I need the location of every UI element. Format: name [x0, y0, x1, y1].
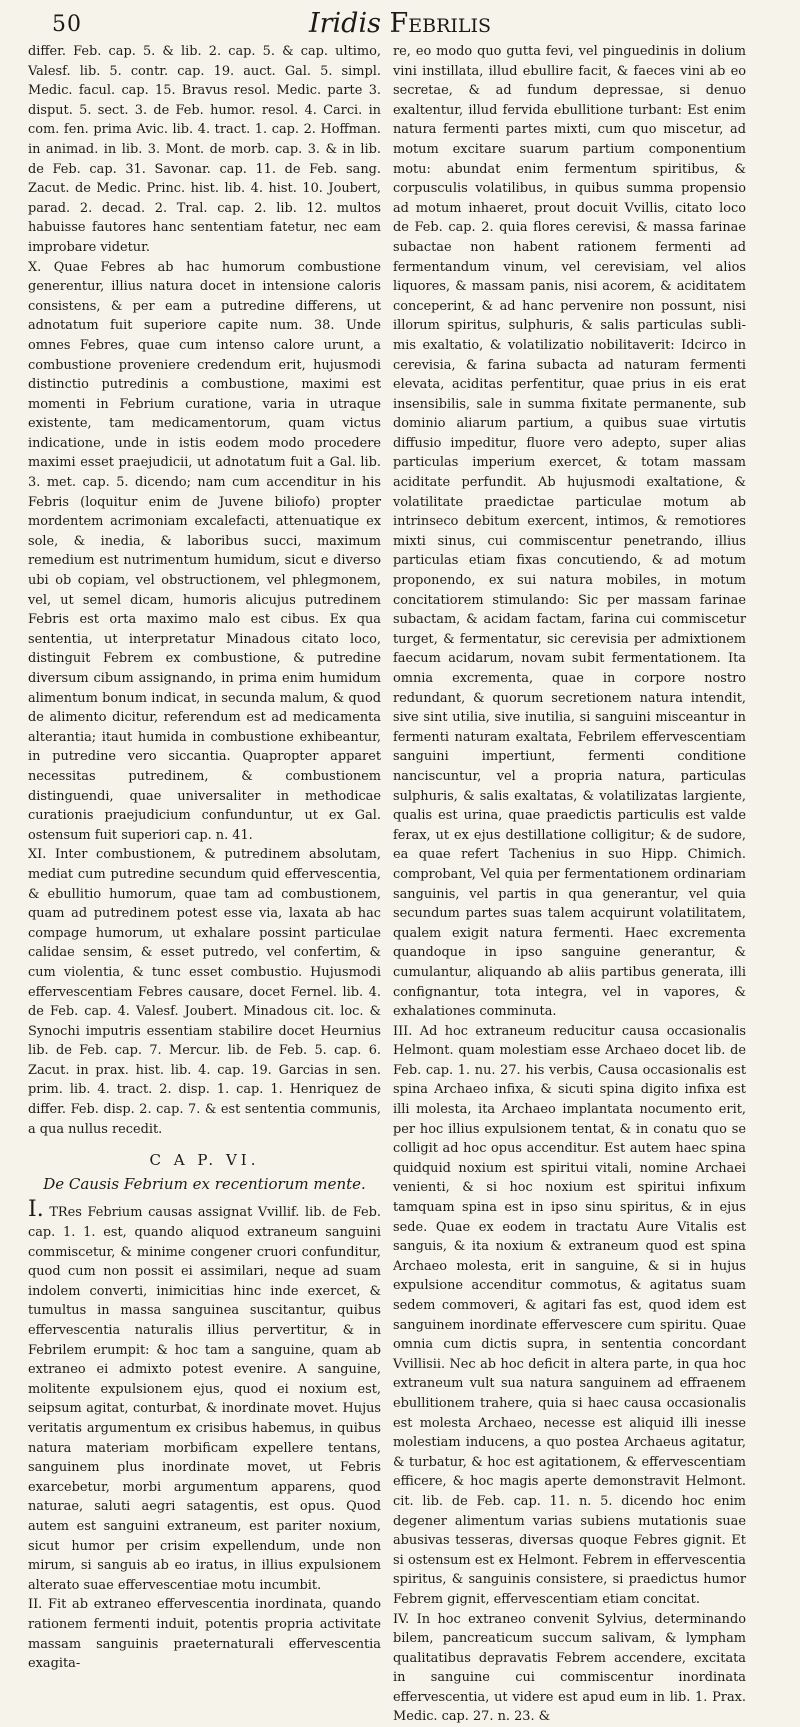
chapter-label: C A P. VI. [28, 1151, 381, 1171]
paragraph-i: I. TRes Febrium causas assignat Vvillif. lib. de Feb. cap. 1. 1. est, quando aliquod extraneum sanguini commiscetur, & minime congener cruori confunditur, quod cum non possit ei assimilari, neque ad suam indolem converti, inimicitias hinc inde exercet, & tumultus in massa sanguinea suscitantur, quibus effervescentia naturalis illius pervertitur, & in Febrilem erumpit: & hoc tam a sanguine, quam ab extraneo ei admixto potest evenire. A sanguine, molitente expulsionem ejus, quod ei noxium est, seipsum agitat, conturbat, & inordinate movet. Hujus veritatis argumentum ex crisibus habemus, in quibus natura materiam morbificam expellere tentans, sanguinem plus inordinate movet, ut Febris exarcebetur, morbi argumentum apparens, quod naturae, saluti aegri satagentis, est opus. Quod autem est sanguini extraneum, est pariter noxium, sicut humor per crisim expellendum, unde non mirum, si sanguis ab eo iratus, in illius expulsionem alterato suae effervescentiae motu incumbit. [28, 1200, 381, 1595]
paragraph-references: differ. Feb. cap. 5. & lib. 2. cap. 5. & cap. ultimo, Valesf. lib. 5. contr. cap. 19. auct. Gal. 5. simpl. Medic. facul. cap. 15. Bravus resol. Medic. parte 3. disput. 5. sect. 3. de Feb. humor. resol. 4. Carci. in com. fen. prima Avic. lib. 4. tract. 1. cap. 2. Hoffman. in animad. in lib. 3. Mont. de morb. cap. 3. & in lib. de Feb. cap. 31. Savonar. cap. 11. de Feb. sang. Zacut. de Medic. Princ. hist. lib. 4. hist. 10. Joubert, parad. 2. decad. 2. Tral. cap. 2. lib. 12. multos habuisse fautores hanc sententiam fatetur, nec eam improbare videtur. [28, 42, 381, 258]
running-title-febrilis: Febrilis [390, 8, 492, 39]
running-title-iridis: Iridis [309, 8, 381, 39]
running-title [0, 8, 800, 39]
paragraph-xi: XI. Inter combustionem, & putredinem absolutam, mediat cum putredine secundum quid effervescentia, & ebullitio humorum, quae tam ad combustionem, quam ad putredinem potest esse via, laxata ab hac compage humorum, ut exhalare possint particulae calidae sensim, & esset putredo, vel confertim, & cum violentia, & tunc esset combustio. Hujusmodi effervescentiam Febres causare, docet Fernel. lib. 4. de Feb. cap. 4. Valesf. Joubert. Minadous cit. loc. & Synochi imputris essentiam stabilire docet Heurnius lib. de Feb. cap. 7. Mercur. lib. de Feb. 5. cap. 6. Zacut. in prax. hist. lib. 4. cap. 19. Garcias in sen. prim. lib. 4. tract. 2. disp. 1. cap. 1. Henriquez de differ. Feb. disp. 2. cap. 7. & est sententia communis, a qua nullus recedit. [28, 845, 381, 1139]
left-column [28, 42, 381, 1674]
paragraph-iv: IV. In hoc extraneo convenit Sylvius, determinando bilem, pancreaticum succum salivam, & lympham qualitatibus depravatis Febrem accendere, excitata in sanguine cui commiscentur inordinata effervescentia, ut videre est apud eum in lib. 1. Prax. Medic. cap. 27. n. 23. & [393, 1610, 746, 1727]
paragraph-ii-continued: re, eo modo quo gutta fevi, vel pinguedinis in dolium vini instillata, illud ebullire facit, & faeces vini ab eo secretae, & ad fundum depressae, si denuo exaltentur, illud fervida ebullitione turbant: Est enim natura fermenti partes mixti, cum quo miscetur, ad motum excitare suarum partium componentium motu: abundat enim fermentum spiritibus, & corpusculis volatilibus, in quibus summa propensio ad motum inhaeret, prout docuit Vvillis, citato loco de Feb. cap. 2. quia flores cerevisi, & massa farinae subactae non habent rationem fermenti ad fermentandum vinum, vel cerevisiam, vel alios liquores, & massam panis, nisi acorem, & aciditatem conceperint, & ad hanc pervenire non possunt, nisi illorum spiritus, sulphuris, & salis particulas subli-mis exaltatio, & volatilizatio nobilitaverit: Idcirco in cerevisia, & farina subacta ad naturam fermenti elevata, aciditas perfentitur, quae prius in eis erat insensibilis, sale in summa fixitate permanente, sub dominio aliarum partium, a quibus suae virtutis diffusio impeditur, fluore vero adepto, super alias particulas imperium exercet, & totam massam aciditate perfundit. Ab hujusmodi exaltatione, & volatilitate praedictae particulae motum ab intrinseco debitum exercent, intimos, & remotiores mixti sinus, cui commiscentur penetrando, illius particulas etiam fixas concutiendo, & ad motum proponendo, ex sui natura mobiles, in motum concitatiorem stimulando: Sic per massam farinae subactam, & acidam factam, farina cui commiscetur turget, & fermentatur, sic cerevisia per admixtionem faecum acidarum, novam subit fermentationem. Ita omnia excrementa, quae in corpore nostro redundant, & quorum secretionem natura intendit, sive sint utilia, sive inutilia, si sanguini misceantur in fermenti naturam exaltata, Febrilem effervescentiam sanguini impertiunt, fermenti conditione nanciscuntur, vel a propria natura, particulas sulphuris, & salis exaltatas, & volatilizatas largiente, qualis est urina, quae praedictis particulis est valde ferax, ut ex ejus destillatione colligitur; & de sudore, ea quae refert Tachenius in suo Hipp. Chimich. comprobant, Vel quia per fermentationem ordinariam sanguinis, vel partis in qua generantur, vel quia secundum partes suas talem acquirunt volatilitatem, qualem exigit natura fermenti. Haec excrementa quandoque in ipso sanguine generantur, & cumulantur, aliquando ab aliis partibus generata, illi confignantur, tota integra, vel in vapores, & exhalationes comminuta. [393, 42, 746, 1022]
page-number: 50 [52, 12, 82, 37]
paragraph-x: X. Quae Febres ab hac humorum combustione generentur, illius natura docet in intensione caloris consistens, & per eam a putredine differens, ut adnotatum fuit superiore capite num. 38. Unde omnes Febres, quae cum intenso calore urunt, a combustione proveniere credendum erit, hujusmodi distinctio putredinis a combustione, maximi est momenti in Febrium curatione, varia in utraque existente, tam medicamentorum, quam victus indicatione, unde in istis eodem modo procedere maximi esset praejudicii, ut adnotatum fuit a Gal. lib. 3. met. cap. 5. dicendo; nam cum accenditur in his Febris (loquitur enim de Juvene biliofo) propter mordentem acrimoniam excalefacti, attenuatique ex sole, & inedia, & laboribus succi, maximum remedium est nutrimentum humidum, sicut e diverso ubi ob copiam, vel obstructionem, vel phlegmonem, vel, ut semel dicam, humoris alicujus putredinem Febris est orta maximo malo est cibus. Ex qua sententia, ut interpretatur Minadous citato loco, distinguit Febrem ex combustione, & putredine diversum cibum assignando, in prima enim humidum alimentum bonum indicat, in secunda malum, & quod de alimento dicitur, referendum est ad medicamenta alterantia; itaut humida in combustione exhibeantur, in putredine vero siccantia. Quapropter apparet necessitas putredinem, & combustionem distinguendi, quae universaliter in methodicae curationis praejudicium confunduntur, ut ex Gal. ostensum fuit superiori cap. n. 41. [28, 258, 381, 846]
page-header [0, 4, 800, 42]
chapter-title: De Causis Febrium ex recentiorum mente. [28, 1175, 381, 1195]
paragraph-ii: II. Fit ab extraneo effervescentia inordinata, quando rationem fermenti induit, potentis propria activitate massam sanguinis praeternaturali effervescentia exagita- [28, 1595, 381, 1673]
paragraph-iii: III. Ad hoc extraneum reducitur causa occasionalis Helmont. quam molestiam esse Archaeo docet lib. de Feb. cap. 1. nu. 27. his verbis, Causa occasionalis est spina Archaeo infixa, & sicuti spina digito infixa est illi molesta, ita Archaeo implantata nocumento erit, per hoc illius expulsionem tentat, & in conatu quo se colligit ad hoc opus accenditur. Est autem haec spina quidquid noxium est spiritui vitali, nomine Archaei venienti, & si hoc noxium est spiritui infixum tamquam spina est in ipso sinu spiritus, & in ejus sede. Quae ex eodem in tractatu Aure Vitalis est sanguis, & ita noxium & extraneum quod est spina Archaeo molesta, erit in sanguine, & si in hujus expulsione accenditur commotus, & agitatus suam sedem commoveri, & agitari fas est, quod idem est sanguinem inordinate effervescere cum spiritu. Quae omnia cum dictis supra, in sententia concordant Vvillisii. Nec ab hoc deficit in altera parte, in qua hoc extraneum vult sua natura sanguinem ad effraenem ebullitionem trahere, quia si haec causa occasionalis est molesta Archaeo, necesse est aliquid illi inesse molestiam inducens, a quo postea Archaeus agitatur, & turbatur, & hoc est agitationem, & effervescentiam efficere, & hoc magis aperte demonstravit Helmont. cit. lib. de Feb. cap. 11. n. 5. dicendo hoc enim degener alimentum varias subiens mutationis suae abusivas tesseras, diversas quoque Febres gignit. Et si ostensum est ex Helmont. Febrem in effervescentia spiritus, & sanguinis consistere, si praedictus humor Febrem gignit, effervescentiam etiam concitat. [393, 1022, 746, 1610]
right-column [393, 42, 746, 1727]
